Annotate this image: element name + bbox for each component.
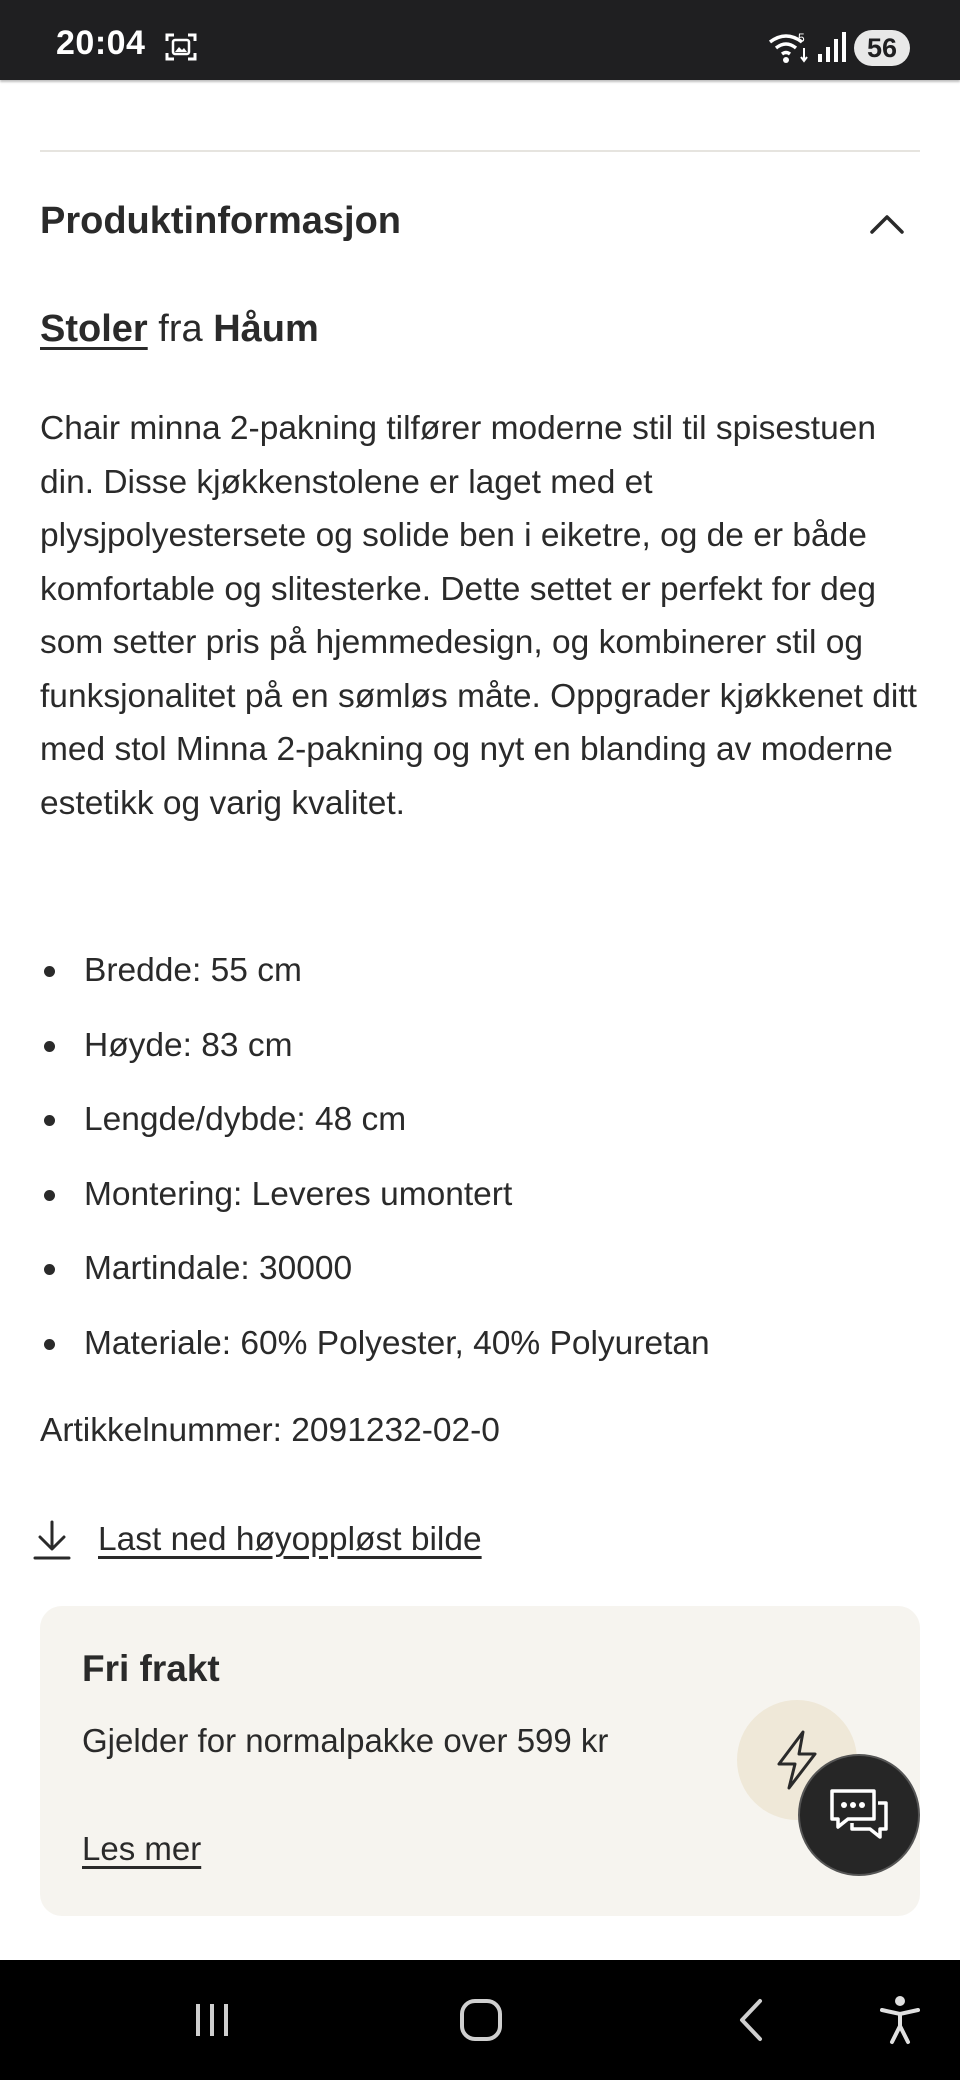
brand-line — [40, 308, 319, 351]
recent-apps-icon[interactable] — [182, 1990, 242, 2050]
product-description: Chair minna 2-pakning tilfører moderne stil til spisestuen din. Disse kjøkkenstolene er laget med et plysjpolyestersete og solide ben i eiketre, og de er både komfortable og slitesterke. Dette settet er perfekt for deg som setter pris på hjemmedesign, og kombinerer stil og funksjonalitet på en sømløs måte. Oppgrader kjøkkenet ditt med stol Minna 2-pakning og nyt en blanding av moderne estetikk og varig kvalitet. — [40, 410, 917, 822]
chat-icon — [826, 1785, 892, 1845]
spec-height: Høyde: 83 cm — [40, 1017, 710, 1092]
spec-material: Materiale: 60% Polyester, 40% Polyuretan — [40, 1315, 710, 1390]
screenshot-icon — [164, 32, 198, 62]
status-time: 20:04 — [56, 24, 146, 62]
shipping-title: Fri frakt — [82, 1648, 220, 1689]
spec-list — [40, 942, 710, 1390]
battery-indicator: 56 — [854, 30, 910, 66]
free-shipping-card — [40, 1606, 920, 1916]
home-icon[interactable] — [451, 1990, 511, 2050]
brand-connector: fra — [158, 308, 203, 350]
spec-width: Bredde: 55 cm — [40, 942, 710, 1017]
spec-depth: Lengde/dybde: 48 cm — [40, 1091, 710, 1166]
svg-text:5: 5 — [798, 31, 805, 45]
shipping-text: Gjelder for normalpakke over 599 kr — [82, 1722, 609, 1759]
chevron-up-icon[interactable] — [862, 200, 912, 250]
wifi-icon — [768, 30, 810, 64]
spec-martindale: Martindale: 30000 — [40, 1240, 710, 1315]
spec-assembly: Montering: Leveres umontert — [40, 1166, 710, 1241]
accessibility-icon[interactable] — [870, 1990, 930, 2050]
article-number: Artikkelnummer: 2091232-02-0 — [40, 1412, 500, 1449]
section-divider — [40, 150, 920, 152]
status-bar — [0, 0, 960, 80]
system-nav-bar — [0, 1960, 960, 2080]
brand-name: Håum — [213, 308, 319, 350]
signal-icon — [816, 30, 846, 64]
section-title: Produktinformasjon — [40, 200, 402, 242]
chat-button[interactable] — [798, 1754, 920, 1876]
category-link[interactable]: Stoler — [40, 308, 148, 350]
download-image-link[interactable] — [32, 1512, 482, 1568]
back-icon[interactable] — [722, 1990, 782, 2050]
download-icon — [32, 1518, 72, 1562]
download-label: Last ned høyoppløst bilde — [98, 1521, 482, 1558]
read-more-link[interactable]: Les mer — [82, 1830, 202, 1867]
